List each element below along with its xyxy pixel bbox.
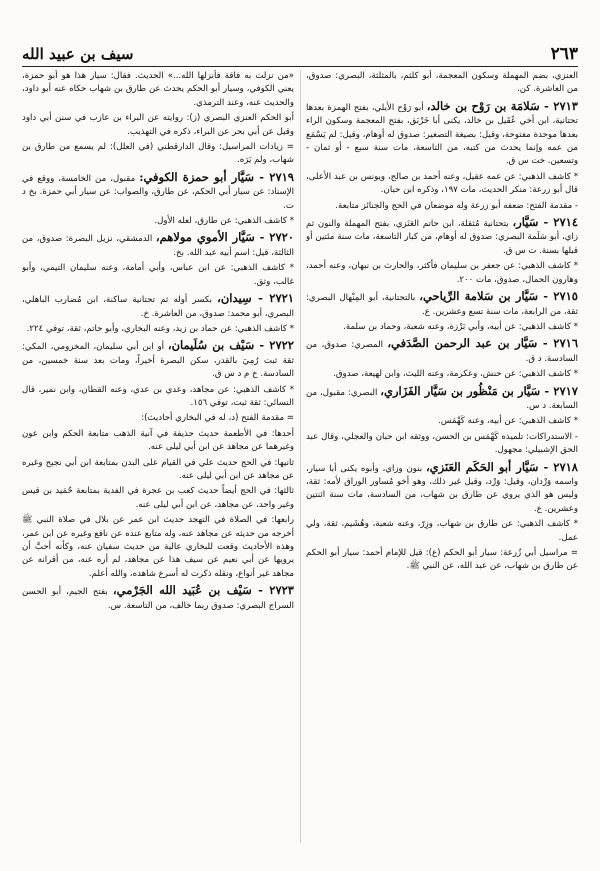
- note-paragraph: * كاشف الذهبي: عن أبيه، وأبي بَرْزة، وعنه شعبة، وحماد بن سلمة.: [343, 321, 578, 332]
- biography-entry: [22, 584, 294, 613]
- note-paragraph: = مراسيل أبي زُرعة: سيار أبو الحكم (ع): قيل للإمام أحمد: سيار أبو الحكم عن طارق بن شهاب، عن عبد الله، عن النبي ﷺ.: [306, 548, 578, 572]
- note-paragraph: = مقدمة الفتح (د، له في البخاري أحاديث):: [141, 413, 294, 424]
- note-paragraph: - الاستدراكات: تلميذه كَهْمَس بن الحسن، ووثقه ابن حبان والعجلي، وقال عبد الحق الإشبيلي: مجهول.: [306, 431, 578, 456]
- entry-text: بفتح الجيم، أبو الحسن السراج البصري: صدوق ربما خالف، من التاسعة. س.: [22, 587, 294, 611]
- biography-entry: [306, 461, 578, 517]
- entry-text: مقبول، من الخامسة، ووقع في الإسناد: عن سيار أبي الحكم، عن طارق، والصواب: عن سيار أبي حمزة. بخ د ت.: [22, 173, 294, 211]
- note-paragraph: - مقدمة الفتح: ضعفه أبو زرعة وله موضعان في الحج والجنائز متابعة.: [335, 200, 578, 211]
- entry-heading: ٢٧٢٠ - سَيَّار الأموي مولاهم،: [155, 230, 294, 245]
- biography-entry: [306, 290, 578, 319]
- entry-heading: ٢٧١٨ - سَيَّار أبو الحَكَم العَنَزي،: [425, 459, 578, 474]
- entry-heading: ٢٧١٩ - سَيَّار أبو حمزة الكوفي:: [139, 169, 294, 184]
- entry-heading: ٢٧٢١ - سِيدان،: [217, 291, 294, 306]
- entry-text: المصري: صدوق، من السادسة. د ق.: [306, 340, 578, 364]
- note-paragraph: أحدها: في الأطعمة حديث حذيفة في آنية الذهب متابعة الحكم وابن عون وغيرهما عن مجاهد عن ابن أبي ليلى عنه.: [22, 428, 294, 453]
- note-paragraph: ثانيها: في الحج حديث علي في القيام على البدن بمتابعة ابن أبي نجيح وغيره عن مجاهد عن ابن أبي ليلى عنه.: [22, 457, 294, 481]
- biography-entry: [22, 171, 294, 213]
- entry-text: بالتحتانية، أبو المِنْهال البصري: ثقة، من الرابعة، مات سنة تسع وعشرين. ع.: [306, 293, 578, 317]
- entry-heading: ٢٧١٣ - سَلامَة بن رَوْح بن خالد،: [426, 98, 578, 113]
- note-paragraph: أبو الحكم العنزي البصري (ز): روايته عن البراء بن عازب في سنن أبي داود وقيل عن أبي بحر عن البراء، ذكره في التهذيب.: [22, 113, 294, 137]
- entry-text: بنون وزاي، وأبوه يكنى أبا سيار، واسمه وَرْدان، وقيل: وَرْد، وقيل غير ذلك، وهو أخو مُساور الوراق لأمه: ثقة، وليس هو الذي يروي عن طارق بن شهاب، من السادسة، مات سنة اثنتين وعشرين. ع.: [306, 463, 578, 514]
- page-header: [22, 38, 578, 67]
- right-column: [306, 70, 578, 843]
- entry-heading: ٢٧٢٣ - سَيْف بن عُبَيد الله الجَرْمي،: [112, 583, 294, 598]
- biography-entry: [306, 337, 578, 366]
- note-paragraph: رابعها: في الصلاة في التهجد حديث ابن عمر عن بلال في صلاة النبي ﷺ أخرجه من حديثه عن مجاهد عنه، وله متابع عنده عن نافع وغيره عن ابن عمر، وهذه الأحاديث وقعت للبخاري عالية من حديث سفيان عنه، وكأنه أحبَّ أن يرويها عن أبي نعيم عن سيف هذا عن مجاهد، لم أره عنه، من أقرانه عن مجاهد غير أنواع، ونقله ذكرت له أسرع شاهده، والله أعلم.: [22, 515, 294, 579]
- note-paragraph: «من نزلت به فاقة فأنزلها الله...» الحديث. فقال: سيار هذا هو أبو حمزة، يعني الكوفي، وسيار أبو الحكم يحدث عن طارق بن شهاب حكاه عنه أبو داود، والحديث عنه، وعند الترمذي.: [22, 71, 294, 108]
- entry-heading: ٢٧١٦ - سَيَّار بن عبد الرحمن الصَّدَفي،: [387, 336, 578, 351]
- note-paragraph: * كاشف الذهبي: عن ابن عباس، وأبي أمامة، وعنه سليمان التيمي، وأبو غالب، وثق.: [22, 263, 294, 287]
- running-title: سيف بن عبيد الله: [22, 45, 134, 63]
- entry-text: أبو رَوْح الأيلي، بفتح الهمزة بعدها تحتانية، ابن أخي عُقَيل بن خالد، يكنى أبا خَرْبَق، بفتح المعجمة وسكون الراء بعدها موحدة مفتوحة، وقيل: بصيغة التصغير: صدوق له أوهام، وقيل: لم يَسْمَع من عمه وإنما يحدث من كتبه، من التاسعة، مات سنة سبع - أو ثمان - وتسعين. خت س ق.: [306, 102, 578, 167]
- note-paragraph: * كاشف الذهبي: عن عمه عقيل، وعنه أحمد بن صالح، ويونس بن عبد الأعلى، قال أبو زرعة: منكر الحديث، مات ١٩٧، وذكره ابن حبان.: [306, 171, 578, 196]
- biography-entry: [306, 216, 578, 258]
- note-paragraph: * كاشف الذهبي: عن أبيه، وعنه كَهْمَس.: [438, 416, 578, 427]
- entry-heading: ٢٧٢٢ - سَيْف بن سُلَيمان،: [167, 338, 294, 353]
- note-paragraph: ثالثها: في الحج أيضاً حديث كعب بن عجرة في الفدية بمتابعة حُمَيد بن قيس وغير واحد، عن مجاهد، عن ابن أبي ليلى عنه.: [22, 486, 294, 510]
- entry-text: بتحتانية مُثقلة، ابن حاتم العَنَزي، بفتح المهملة والنون ثم زاي، أبو سَلَمة البصري: صدوق له أوهام، من كبار التاسعة، مات سنة مئتين أو قبلها بسنة. ت س ق.: [306, 219, 578, 256]
- biography-entry: [306, 385, 578, 414]
- page-number: ٢٦٣: [550, 44, 578, 64]
- entry-text: البصري: مقبول، من السابعة. د س.: [306, 387, 578, 411]
- note-paragraph: * كاشف الذهبي: عن طارق، لعله الأول.: [154, 216, 294, 227]
- biography-entry: [306, 100, 578, 169]
- note-paragraph: = زيادات المراسيل: وقال الدارقطني (في العلل): لم يسمع من طارق بن شهاب، ولم يَرَه.: [22, 142, 294, 166]
- note-paragraph: * كاشف الذهبي: عن حنش، وعكرمة، وعنه الليث، وابن لهيعة، صدوق.: [333, 369, 578, 380]
- note-paragraph: * كاشف الذهبي: عن طارق بن شهاب، وزِرّ، وعنه شعبة، وهُشَيم، ثقة، ولي عمل.: [306, 519, 578, 543]
- biography-entry: [22, 292, 294, 321]
- note-paragraph: * كاشف الذهبي: عن جعفر بن سليمان فأكثر، والحارث بن نبهان، وعنه أحمد، وهارون الحمال، صدوق، مات ٢٠٠.: [306, 261, 578, 285]
- note-paragraph: * كاشف الذهبي: عن حماد بن زيد، وعنه البخاري، وأبو حاتم، ثقة، توفي ٢٢٤.: [26, 323, 294, 334]
- entry-heading: ٢٧١٥ - سَيَّار بن سَلامة الرِّياحي،: [419, 289, 578, 304]
- entry-text: بكسر أوله ثم تحتانية ساكنة، ابن مُضارب الباهلي، البصري، أبو محمد: صدوق، من العاشرة. خ.: [22, 295, 294, 319]
- biography-entry: [22, 231, 294, 260]
- entry-text: أو ابن أبي سليمان، المخزومي، المكي: ثقة ثبت رُمِيَ بالقدر، سكن البصرة أخيراً، ومات بعد سنة خمسين، من السادسة. خ م د س ق.: [22, 342, 294, 380]
- entry-text: الدمشقي، نزيل البصرة: صدوق، من الثالثة، قيل: اسم أبيه عبد الله. بخ.: [22, 234, 294, 258]
- biography-entry: [22, 339, 294, 381]
- entry-heading: ٢٧١٧ - سَيَّار بن مَنْظُور بن سَيَّار الفَزَاري،: [380, 383, 578, 398]
- column-divider: [300, 70, 301, 843]
- entry-heading: ٢٧١٤ - سَيَّار،: [512, 215, 578, 230]
- left-column: [22, 70, 294, 843]
- note-paragraph: العنزي، بضم المهملة وسكون المعجمة، أبو كلثم، بالمثلثة، البصري: صدوق، من العاشرة. كن.: [306, 71, 578, 95]
- note-paragraph: * كاشف الذهبي: عن مجاهد، وعدي بن عدي، وعنه القطان، وابن نمير، قال النسائي: ثقة ثبت، توفي ١٥٦.: [22, 384, 294, 408]
